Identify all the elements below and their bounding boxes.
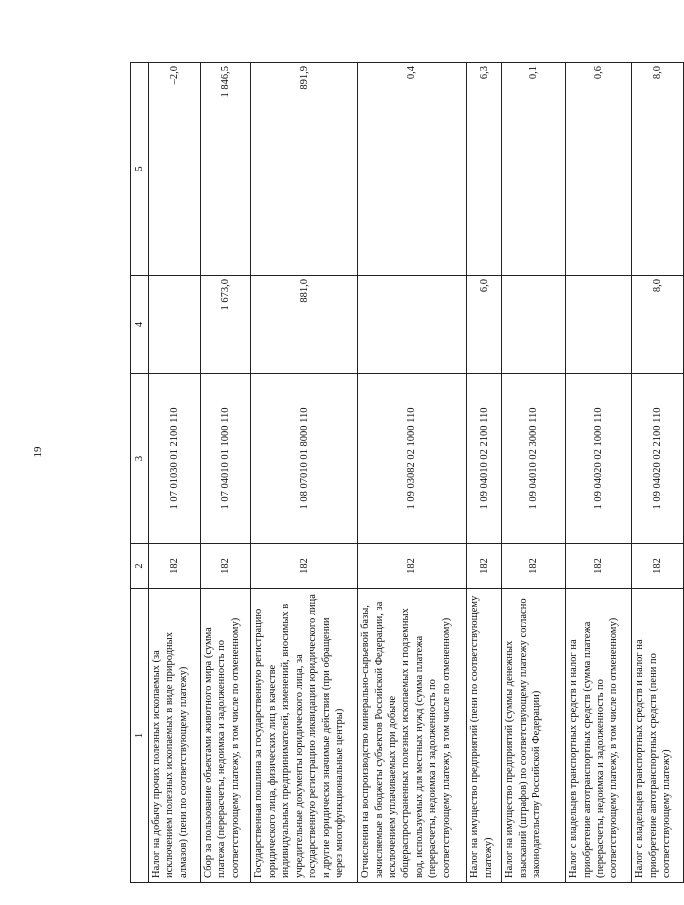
table-row xyxy=(149,63,201,883)
row-value-5: 0,4 xyxy=(358,63,467,276)
row-value-4 xyxy=(566,276,632,374)
row-value-5: 8,0 xyxy=(632,63,684,276)
row-value-5: 891,9 xyxy=(251,63,358,276)
table-row xyxy=(251,63,358,883)
row-admin-code: 182 xyxy=(566,544,632,589)
row-admin-code: 182 xyxy=(251,544,358,589)
row-name: Налог с владельцев транспортных средств и налог на приобретение автотранспортных средств (сумма платежа (перерасчеты, недоимка и задолженность по соответствующему платежу, в том числе по отмененному) xyxy=(566,589,632,883)
row-value-5: 1 846,5 xyxy=(200,63,251,276)
row-budget-code: 1 09 03082 02 1000 110 xyxy=(358,374,467,544)
row-value-5: 0,6 xyxy=(566,63,632,276)
row-name: Налог на имущество предприятий (суммы денежных взысканий (штрафов) по соответствующему платежу согласно законодательству Российской Федерации) xyxy=(502,589,566,883)
row-name: Сбор за пользование объектами животного мира (сумма платежа (перерасчеты, недоимка и задолженность по соответствующему платежу, в том числе по отмененному) xyxy=(200,589,251,883)
table-row xyxy=(467,63,502,883)
row-budget-code: 1 09 04010 02 3000 110 xyxy=(502,374,566,544)
column-header-5: 5 xyxy=(131,63,149,276)
row-budget-code: 1 07 01030 01 2100 110 xyxy=(149,374,201,544)
row-name: Отчисления на воспроизводство минерально-сырьевой базы, зачисляемые в бюджеты субъектов Российской Федерации, за исключением уплачиваемых при добыче общераспространенных полезных ископаемых и подземных вод, используемых для местных нужд (сумма платежа (перерасчеты, недоимка и задолженность по соответствующему платежу, в том числе по отмененному) xyxy=(358,589,467,883)
row-budget-code: 1 09 04010 02 2100 110 xyxy=(467,374,502,544)
revenue-table xyxy=(130,62,684,883)
row-value-5: 0,1 xyxy=(502,63,566,276)
row-admin-code: 182 xyxy=(632,544,684,589)
row-admin-code: 182 xyxy=(200,544,251,589)
row-budget-code: 1 09 04020 02 2100 110 xyxy=(632,374,684,544)
row-value-4: 6,0 xyxy=(467,276,502,374)
column-header-3: 3 xyxy=(131,374,149,544)
table-row xyxy=(200,63,251,883)
table-header-row xyxy=(131,63,149,883)
row-value-5: 6,3 xyxy=(467,63,502,276)
row-budget-code: 1 08 07010 01 8000 110 xyxy=(251,374,358,544)
row-budget-code: 1 09 04020 02 1000 110 xyxy=(566,374,632,544)
row-value-5: –2,0 xyxy=(149,63,201,276)
row-value-4 xyxy=(502,276,566,374)
column-header-4: 4 xyxy=(131,276,149,374)
column-header-1: 1 xyxy=(131,589,149,883)
row-value-4 xyxy=(358,276,467,374)
row-budget-code: 1 07 04010 01 1000 110 xyxy=(200,374,251,544)
row-admin-code: 182 xyxy=(149,544,201,589)
row-value-4: 8,0 xyxy=(632,276,684,374)
table-row xyxy=(358,63,467,883)
rotated-table-container xyxy=(130,63,684,883)
row-admin-code: 182 xyxy=(502,544,566,589)
table-row xyxy=(632,63,684,883)
row-value-4 xyxy=(149,276,201,374)
row-name: Государственная пошлина за государственную регистрацию юридического лица, физических лиц в качестве индивидуальных предпринимателей, изменений, вносимых в учредительные документы юридического лица, за государственную регистрацию ликвидации юридического лица и другие юридически значимые действия (при обращении через многофункциональные центры) xyxy=(251,589,358,883)
row-admin-code: 182 xyxy=(358,544,467,589)
row-name: Налог на добычу прочих полезных ископаемых (за исключением полезных ископаемых в виде природных алмазов) (пени по соответствующему платежу) xyxy=(149,589,201,883)
row-name: Налог с владельцев транспортных средств и налог на приобретение автотранспортных средств (пени по соответствующему платежу) xyxy=(632,589,684,883)
row-name: Налог на имущество предприятий (пени по соответствующему платежу) xyxy=(467,589,502,883)
page-number: 19 xyxy=(32,446,44,458)
table-row xyxy=(502,63,566,883)
row-value-4: 881,0 xyxy=(251,276,358,374)
row-value-4: 1 673,0 xyxy=(200,276,251,374)
row-admin-code: 182 xyxy=(467,544,502,589)
column-header-2: 2 xyxy=(131,544,149,589)
table-row xyxy=(566,63,632,883)
